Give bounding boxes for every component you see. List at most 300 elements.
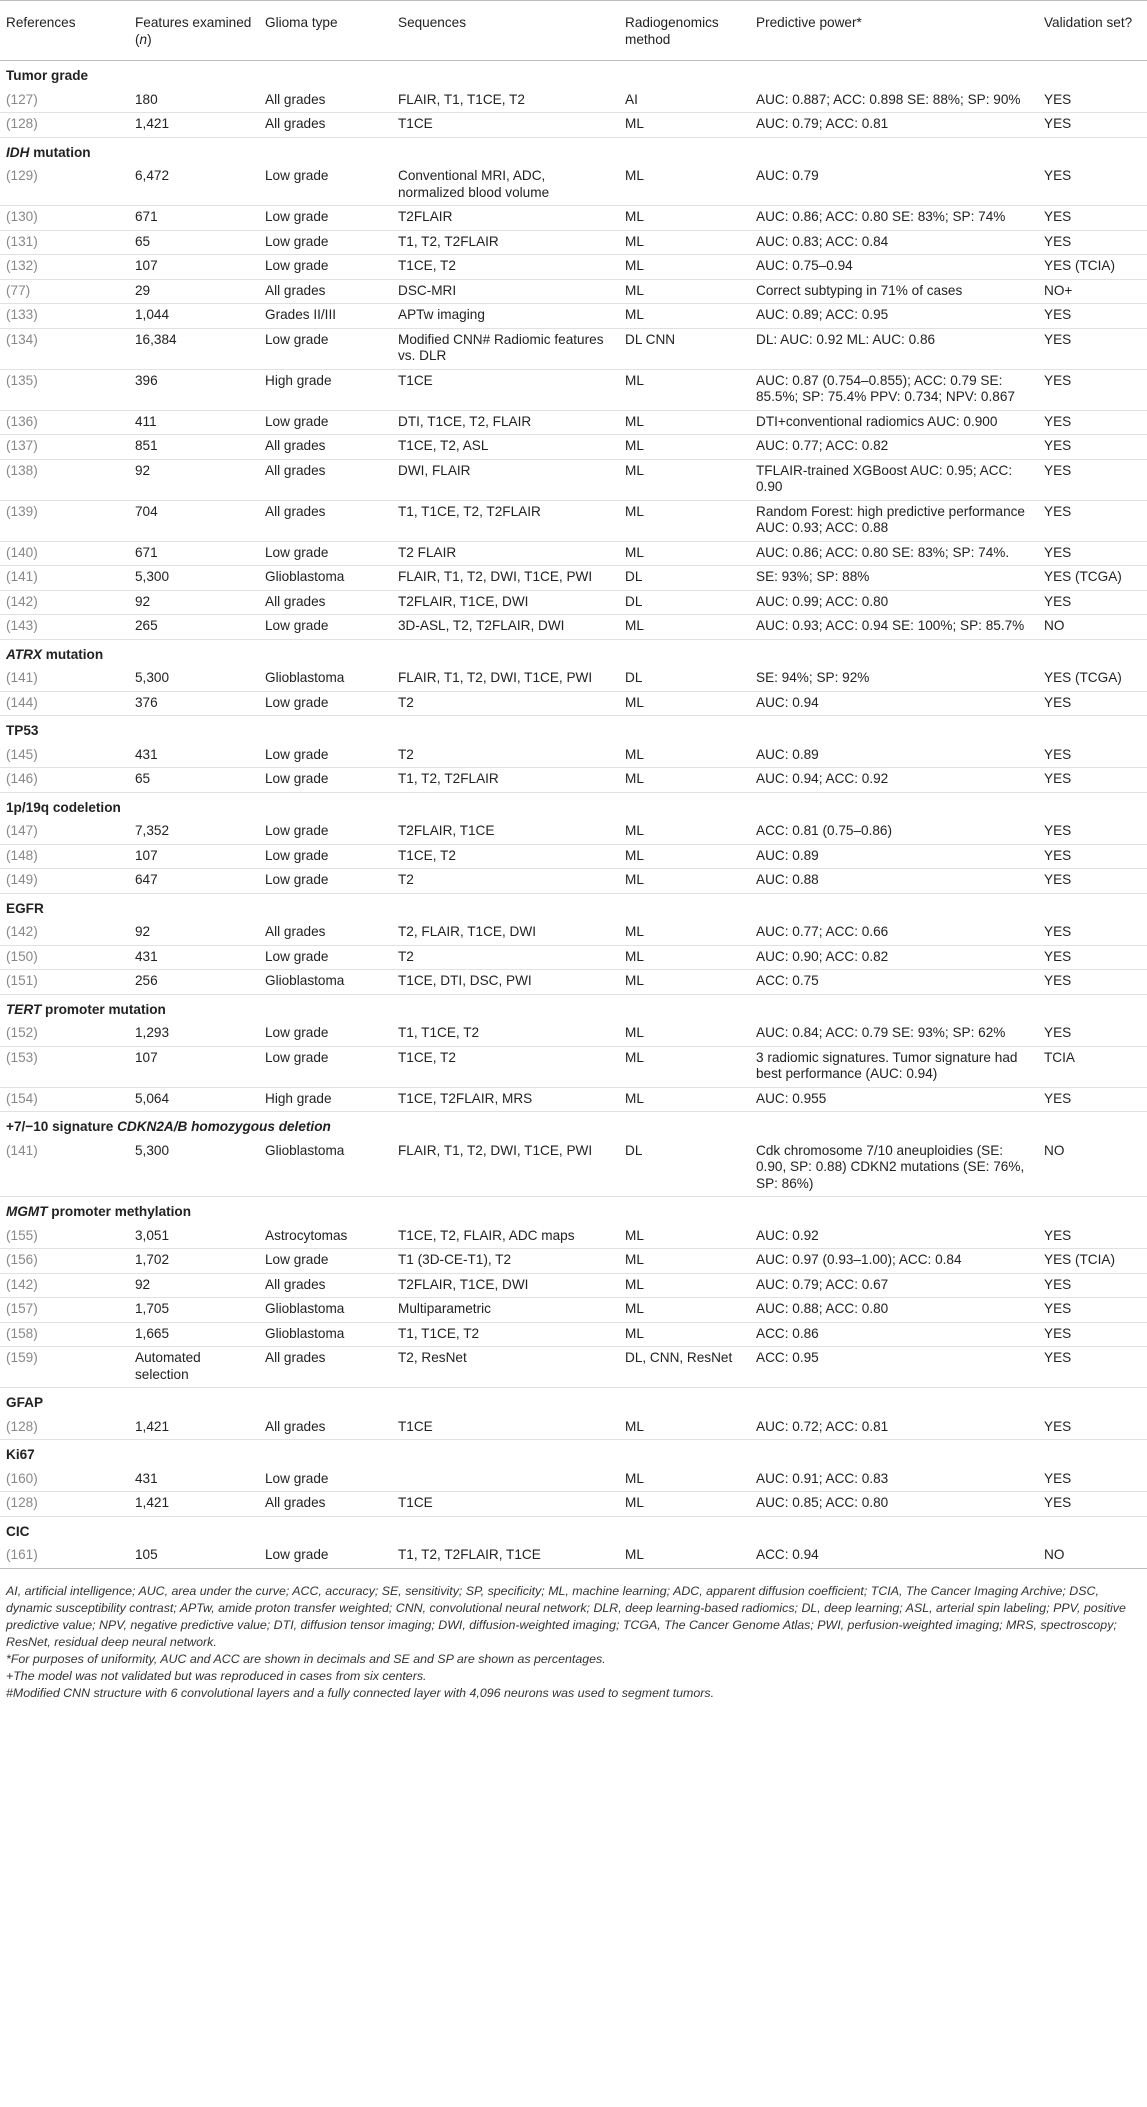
col-features-cell: 1,665 (129, 1322, 259, 1347)
reference-link[interactable]: (145) (0, 744, 129, 768)
footnote: AI, artificial intelligence; AUC, area under the curve; ACC, accuracy; SE, sensitivity; SP, specificity; ML, machine learning; ADC, apparent diffusion coefficient; TCIA, The Cancer Imaging Archive; DSC, dynamic susceptibility contrast; APTw, amide proton transfer weighted; CNN, convolutional neural network; DLR, deep learning-based radiomics; DL, deep learning; ASL, arterial spin labeling; PPV, positive predictive value; NPV, negative predictive value; DTI, diffusion tensor imaging; DWI, diffusion-weighted imaging; TCGA, The Cancer Genome Atlas; PWI, perfusion-weighted imaging; MRS, spectroscopy; ResNet, residual deep neural network. (6, 1583, 1126, 1649)
col-features-cell: 647 (129, 869, 259, 894)
col-sequences-cell: T2FLAIR, T1CE (392, 820, 619, 844)
section-title: TERT promoter mutation (6, 1001, 166, 1017)
col-features-cell: 5,300 (129, 667, 259, 691)
col-validation-cell: YES (1038, 1022, 1147, 1046)
table-row (0, 89, 1147, 113)
col-predictive-power-cell: AUC: 0.93; ACC: 0.94 SE: 100%; SP: 85.7% (750, 615, 1038, 640)
reference-link[interactable]: (142) (0, 1273, 129, 1298)
col-method-cell: ML (619, 230, 750, 255)
col-validation-cell: YES (1038, 691, 1147, 716)
col-sequences-cell: T2 (392, 691, 619, 716)
table-row (0, 667, 1147, 691)
col-validation-cell: YES (1038, 541, 1147, 566)
table-row (0, 1416, 1147, 1440)
col-sequences-cell: T1, T1CE, T2 (392, 1322, 619, 1347)
reference-link[interactable]: (149) (0, 869, 129, 894)
table-row (0, 369, 1147, 410)
col-validation-cell: NO (1038, 1140, 1147, 1197)
col-features-cell: 851 (129, 435, 259, 460)
col-method-cell: ML (619, 113, 750, 138)
col-method-cell: ML (619, 1249, 750, 1274)
col-sequences-cell: DSC-MRI (392, 279, 619, 304)
col-validation-cell: YES (1038, 165, 1147, 206)
reference-link[interactable]: (138) (0, 459, 129, 500)
section-row (0, 893, 1147, 921)
reference-link[interactable]: (156) (0, 1249, 129, 1274)
col-features-cell: 29 (129, 279, 259, 304)
col-features-cell: 107 (129, 844, 259, 869)
col-predictive-power-cell: AUC: 0.85; ACC: 0.80 (750, 1492, 1038, 1517)
col-method-header: Radiogenomics method (619, 1, 750, 61)
col-method-cell: ML (619, 206, 750, 231)
table-row (0, 820, 1147, 844)
section-title: EGFR (6, 900, 44, 916)
table-row (0, 1249, 1147, 1274)
table-row (0, 206, 1147, 231)
table-row (0, 615, 1147, 640)
col-method-cell: ML (619, 820, 750, 844)
section-row (0, 1440, 1147, 1468)
col-features-cell: 1,293 (129, 1022, 259, 1046)
col-predictive-power-cell: AUC: 0.89 (750, 844, 1038, 869)
col-validation-cell: YES (1038, 1087, 1147, 1112)
reference-link[interactable]: (155) (0, 1225, 129, 1249)
col-sequences-cell: T1, T1CE, T2 (392, 1022, 619, 1046)
col-features-cell: 671 (129, 541, 259, 566)
col-validation-cell: YES (TCGA) (1038, 667, 1147, 691)
reference-link[interactable]: (129) (0, 165, 129, 206)
table-row (0, 500, 1147, 541)
reference-link[interactable]: (158) (0, 1322, 129, 1347)
col-glioma-type-cell: Low grade (259, 691, 392, 716)
col-predictive-power-cell: AUC: 0.955 (750, 1087, 1038, 1112)
col-predictive-power-cell: ACC: 0.75 (750, 970, 1038, 995)
col-predictive-power-cell: AUC: 0.90; ACC: 0.82 (750, 945, 1038, 970)
section-title: 1p/19q codeletion (6, 799, 121, 815)
col-glioma-type-cell: All grades (259, 500, 392, 541)
col-validation-cell: YES (1038, 970, 1147, 995)
reference-link[interactable]: (135) (0, 369, 129, 410)
col-sequences-cell: Conventional MRI, ADC, normalized blood volume (392, 165, 619, 206)
col-glioma-type-cell: Low grade (259, 541, 392, 566)
col-validation-cell: YES (1038, 1322, 1147, 1347)
col-glioma-type-cell: Low grade (259, 820, 392, 844)
col-sequences-cell: Multiparametric (392, 1298, 619, 1323)
col-predictive-power-cell: SE: 93%; SP: 88% (750, 566, 1038, 591)
col-glioma-type-cell: Low grade (259, 744, 392, 768)
col-sequences-cell: T1CE, T2, ASL (392, 435, 619, 460)
col-glioma-type-cell: Low grade (259, 230, 392, 255)
col-sequences-cell: T1CE (392, 1492, 619, 1517)
col-predictive-power-cell: AUC: 0.86; ACC: 0.80 SE: 83%; SP: 74%. (750, 541, 1038, 566)
col-sequences-cell: T1 (3D-CE-T1), T2 (392, 1249, 619, 1274)
col-sequences-cell: T2, ResNet (392, 1347, 619, 1388)
col-glioma-type-cell: Low grade (259, 1046, 392, 1087)
col-method-cell: ML (619, 1544, 750, 1568)
col-validation-cell: YES (1038, 328, 1147, 369)
col-validation-cell: YES (TCIA) (1038, 255, 1147, 280)
section-row (0, 639, 1147, 667)
col-sequences-cell: T1, T2, T2FLAIR (392, 768, 619, 793)
col-sequences-cell: T2 (392, 945, 619, 970)
col-sequences-cell: FLAIR, T1, T2, DWI, T1CE, PWI (392, 1140, 619, 1197)
col-features-cell: 92 (129, 590, 259, 615)
col-predictive-power-cell: AUC: 0.72; ACC: 0.81 (750, 1416, 1038, 1440)
col-glioma-type-cell: Low grade (259, 768, 392, 793)
section-row (0, 716, 1147, 744)
reference-link[interactable]: (154) (0, 1087, 129, 1112)
col-features-cell: 65 (129, 768, 259, 793)
col-method-cell: ML (619, 1416, 750, 1440)
col-predictive-power-cell: ACC: 0.94 (750, 1544, 1038, 1568)
col-glioma-type-cell: Low grade (259, 255, 392, 280)
reference-link[interactable]: (141) (0, 1140, 129, 1197)
col-validation-cell: YES (1038, 1468, 1147, 1492)
col-glioma-type-cell: Glioblastoma (259, 1322, 392, 1347)
col-features-cell: 3,051 (129, 1225, 259, 1249)
col-method-cell: ML (619, 1225, 750, 1249)
col-method-cell: DL (619, 1140, 750, 1197)
reference-link[interactable]: (153) (0, 1046, 129, 1087)
col-validation-cell: YES (1038, 744, 1147, 768)
col-sequences-cell (392, 1468, 619, 1492)
section-row (0, 1197, 1147, 1225)
col-predictive-power-cell: AUC: 0.88 (750, 869, 1038, 894)
section-row (0, 61, 1147, 89)
reference-link[interactable]: (128) (0, 1492, 129, 1517)
col-features-cell: 105 (129, 1544, 259, 1568)
col-validation-cell: NO+ (1038, 279, 1147, 304)
col-glioma-type-cell: All grades (259, 1273, 392, 1298)
table-row (0, 459, 1147, 500)
col-validation-header: Validation set? (1038, 1, 1147, 61)
col-sequences-cell: T2, FLAIR, T1CE, DWI (392, 921, 619, 945)
col-glioma-type-cell: Low grade (259, 945, 392, 970)
table-row (0, 768, 1147, 793)
col-validation-cell: YES (1038, 230, 1147, 255)
reference-link[interactable]: (142) (0, 921, 129, 945)
col-method-cell: ML (619, 1087, 750, 1112)
table-row (0, 255, 1147, 280)
col-glioma-type-cell: Glioblastoma (259, 667, 392, 691)
col-sequences-header: Sequences (392, 1, 619, 61)
table-row (0, 541, 1147, 566)
col-predictive-power-cell: SE: 94%; SP: 92% (750, 667, 1038, 691)
table-row (0, 1298, 1147, 1323)
section-row (0, 1112, 1147, 1140)
reference-link[interactable]: (139) (0, 500, 129, 541)
col-method-cell: ML (619, 1022, 750, 1046)
section-title: +7/−10 signature CDKN2A/B homozygous deletion (6, 1119, 331, 1134)
col-sequences-cell: FLAIR, T1, T1CE, T2 (392, 89, 619, 113)
table-row (0, 1544, 1147, 1568)
col-validation-cell: YES (1038, 113, 1147, 138)
col-validation-cell: YES (1038, 820, 1147, 844)
col-glioma-type-header: Glioma type (259, 1, 392, 61)
col-method-cell: ML (619, 1046, 750, 1087)
col-glioma-type-cell: All grades (259, 113, 392, 138)
col-sequences-cell: 3D-ASL, T2, T2FLAIR, DWI (392, 615, 619, 640)
col-validation-cell: YES (TCGA) (1038, 566, 1147, 591)
col-features-cell: 1,421 (129, 1416, 259, 1440)
col-method-cell: ML (619, 459, 750, 500)
col-method-cell: ML (619, 869, 750, 894)
reference-link[interactable]: (77) (0, 279, 129, 304)
col-glioma-type-cell: Low grade (259, 1544, 392, 1568)
table-header (0, 1, 1147, 61)
table-row (0, 869, 1147, 894)
col-glioma-type-cell: Low grade (259, 328, 392, 369)
section-title: TP53 (6, 723, 39, 738)
col-glioma-type-cell: Low grade (259, 1468, 392, 1492)
table-body (0, 61, 1147, 1569)
col-validation-cell: YES (1038, 410, 1147, 435)
col-features-cell: 265 (129, 615, 259, 640)
col-sequences-cell: T1CE (392, 369, 619, 410)
reference-link[interactable]: (140) (0, 541, 129, 566)
col-method-cell: ML (619, 541, 750, 566)
reference-link[interactable]: (133) (0, 304, 129, 329)
col-sequences-cell: T1CE, T2, FLAIR, ADC maps (392, 1225, 619, 1249)
col-predictive-power-cell: AUC: 0.79; ACC: 0.67 (750, 1273, 1038, 1298)
col-predictive-power-cell: Random Forest: high predictive performance AUC: 0.93; ACC: 0.88 (750, 500, 1038, 541)
footnote: #Modified CNN structure with 6 convolutional layers and a fully connected layer with 4,096 neurons was used to segment tumors. (6, 1685, 715, 1700)
col-sequences-cell: T1, T2, T2FLAIR (392, 230, 619, 255)
reference-link[interactable]: (157) (0, 1298, 129, 1323)
table-row (0, 844, 1147, 869)
col-features-cell: 431 (129, 945, 259, 970)
reference-link[interactable]: (143) (0, 615, 129, 640)
col-features-cell: 16,384 (129, 328, 259, 369)
col-method-cell: DL CNN (619, 328, 750, 369)
col-glioma-type-cell: Low grade (259, 844, 392, 869)
col-references-header: References (0, 1, 129, 61)
reference-link[interactable]: (137) (0, 435, 129, 460)
col-glioma-type-cell: All grades (259, 89, 392, 113)
reference-link[interactable]: (134) (0, 328, 129, 369)
col-features-cell: 107 (129, 255, 259, 280)
col-glioma-type-cell: All grades (259, 279, 392, 304)
col-validation-cell: YES (1038, 1347, 1147, 1388)
col-validation-cell: YES (1038, 304, 1147, 329)
col-predictive-power-cell: AUC: 0.887; ACC: 0.898 SE: 88%; SP: 90% (750, 89, 1038, 113)
col-validation-cell: YES (1038, 500, 1147, 541)
col-predictive-power-cell: AUC: 0.75–0.94 (750, 255, 1038, 280)
reference-link[interactable]: (160) (0, 1468, 129, 1492)
col-method-cell: ML (619, 945, 750, 970)
footnote: *For purposes of uniformity, AUC and ACC are shown in decimals and SE and SP are shown as percentages. (6, 1651, 606, 1666)
col-predictive-power-cell: AUC: 0.84; ACC: 0.79 SE: 93%; SP: 62% (750, 1022, 1038, 1046)
col-glioma-type-cell: Glioblastoma (259, 970, 392, 995)
col-sequences-cell: APTw imaging (392, 304, 619, 329)
col-sequences-cell: T1CE, T2FLAIR, MRS (392, 1087, 619, 1112)
col-method-cell: ML (619, 1298, 750, 1323)
col-method-cell: ML (619, 369, 750, 410)
col-method-cell: ML (619, 500, 750, 541)
col-sequences-cell: T1, T2, T2FLAIR, T1CE (392, 1544, 619, 1568)
col-method-cell: DL, CNN, ResNet (619, 1347, 750, 1388)
col-predictive-power-cell: TFLAIR-trained XGBoost AUC: 0.95; ACC: 0.90 (750, 459, 1038, 500)
table-row (0, 945, 1147, 970)
reference-link[interactable]: (144) (0, 691, 129, 716)
col-glioma-type-cell: Low grade (259, 1249, 392, 1274)
col-sequences-cell: T2 (392, 744, 619, 768)
col-glioma-type-cell: All grades (259, 590, 392, 615)
reference-link[interactable]: (131) (0, 230, 129, 255)
reference-link[interactable]: (146) (0, 768, 129, 793)
col-features-cell: 5,064 (129, 1087, 259, 1112)
reference-link[interactable]: (151) (0, 970, 129, 995)
col-predictive-power-cell: AUC: 0.88; ACC: 0.80 (750, 1298, 1038, 1323)
footnote: +The model was not validated but was reproduced in cases from six centers. (6, 1668, 427, 1683)
table-row (0, 691, 1147, 716)
section-row (0, 1516, 1147, 1544)
col-validation-cell: YES (1038, 869, 1147, 894)
table-row (0, 590, 1147, 615)
col-features-cell: 1,421 (129, 113, 259, 138)
reference-link[interactable]: (136) (0, 410, 129, 435)
col-features-cell: Automated selection (129, 1347, 259, 1388)
col-method-cell: ML (619, 410, 750, 435)
col-glioma-type-cell: High grade (259, 369, 392, 410)
col-validation-cell: YES (1038, 844, 1147, 869)
col-method-cell: DL (619, 667, 750, 691)
col-predictive-power-cell: AUC: 0.79 (750, 165, 1038, 206)
reference-link[interactable]: (148) (0, 844, 129, 869)
col-method-cell: ML (619, 744, 750, 768)
col-predictive-power-cell: DTI+conventional radiomics AUC: 0.900 (750, 410, 1038, 435)
reference-link[interactable]: (152) (0, 1022, 129, 1046)
section-row (0, 1388, 1147, 1416)
col-predictive-power-cell: AUC: 0.94 (750, 691, 1038, 716)
table-row (0, 410, 1147, 435)
col-method-cell: ML (619, 279, 750, 304)
col-predictive-power-cell: AUC: 0.89 (750, 744, 1038, 768)
col-validation-cell: NO (1038, 1544, 1147, 1568)
reference-link[interactable]: (128) (0, 113, 129, 138)
col-validation-cell: YES (1038, 1298, 1147, 1323)
col-predictive-power-cell: AUC: 0.91; ACC: 0.83 (750, 1468, 1038, 1492)
section-row (0, 994, 1147, 1022)
col-method-cell: ML (619, 435, 750, 460)
col-predictive-power-cell: AUC: 0.79; ACC: 0.81 (750, 113, 1038, 138)
col-predictive-power-cell: AUC: 0.99; ACC: 0.80 (750, 590, 1038, 615)
col-features-cell: 256 (129, 970, 259, 995)
col-predictive-power-cell: ACC: 0.95 (750, 1347, 1038, 1388)
col-glioma-type-cell: Astrocytomas (259, 1225, 392, 1249)
col-predictive-power-cell: DL: AUC: 0.92 ML: AUC: 0.86 (750, 328, 1038, 369)
reference-link[interactable]: (128) (0, 1416, 129, 1440)
col-glioma-type-cell: Low grade (259, 615, 392, 640)
reference-link[interactable]: (161) (0, 1544, 129, 1568)
col-method-cell: ML (619, 1322, 750, 1347)
col-sequences-cell: T2 (392, 869, 619, 894)
col-features-cell: 1,044 (129, 304, 259, 329)
table-row (0, 1046, 1147, 1087)
col-glioma-type-cell: Low grade (259, 165, 392, 206)
reference-link[interactable]: (147) (0, 820, 129, 844)
col-features-cell: 1,421 (129, 1492, 259, 1517)
table-row (0, 328, 1147, 369)
col-predictive-power-cell: AUC: 0.83; ACC: 0.84 (750, 230, 1038, 255)
col-method-cell: DL (619, 590, 750, 615)
col-predictive-power-cell: AUC: 0.92 (750, 1225, 1038, 1249)
col-features-header: Features examined (n) (129, 1, 259, 61)
col-sequences-cell: T1CE (392, 1416, 619, 1440)
col-predictive-power-cell: AUC: 0.87 (0.754–0.855); ACC: 0.79 SE: 85.5%; SP: 75.4% PPV: 0.734; NPV: 0.867 (750, 369, 1038, 410)
col-features-cell: 65 (129, 230, 259, 255)
col-features-cell: 107 (129, 1046, 259, 1087)
col-predictive-power-cell: AUC: 0.89; ACC: 0.95 (750, 304, 1038, 329)
col-glioma-type-cell: Grades II/III (259, 304, 392, 329)
col-features-cell: 411 (129, 410, 259, 435)
col-method-cell: ML (619, 844, 750, 869)
col-predictive-power-cell: ACC: 0.86 (750, 1322, 1038, 1347)
section-title: ATRX mutation (6, 646, 104, 662)
col-predictive-power-cell: AUC: 0.77; ACC: 0.82 (750, 435, 1038, 460)
col-method-cell: AI (619, 89, 750, 113)
col-sequences-cell: T1CE, T2 (392, 844, 619, 869)
col-glioma-type-cell: Low grade (259, 1022, 392, 1046)
section-title: Ki67 (6, 1447, 35, 1462)
col-method-cell: ML (619, 970, 750, 995)
col-method-cell: ML (619, 165, 750, 206)
reference-link[interactable]: (127) (0, 89, 129, 113)
table-row (0, 1468, 1147, 1492)
table-row (0, 921, 1147, 945)
table-row (0, 165, 1147, 206)
col-features-cell: 180 (129, 89, 259, 113)
reference-link[interactable]: (132) (0, 255, 129, 280)
col-sequences-cell: DWI, FLAIR (392, 459, 619, 500)
col-predictive-power-cell: Cdk chromosome 7/10 aneuploidies (SE: 0.90, SP: 0.88) CDKN2 mutations (SE: 76%, SP: 86%) (750, 1140, 1038, 1197)
col-features-cell: 7,352 (129, 820, 259, 844)
col-sequences-cell: T1, T1CE, T2, T2FLAIR (392, 500, 619, 541)
col-glioma-type-cell: All grades (259, 1347, 392, 1388)
col-glioma-type-cell: All grades (259, 1416, 392, 1440)
reference-link[interactable]: (130) (0, 206, 129, 231)
col-features-cell: 92 (129, 921, 259, 945)
col-glioma-type-cell: Glioblastoma (259, 566, 392, 591)
col-method-cell: ML (619, 1468, 750, 1492)
col-predictive-power-cell: AUC: 0.97 (0.93–1.00); ACC: 0.84 (750, 1249, 1038, 1274)
reference-link[interactable]: (159) (0, 1347, 129, 1388)
table-row (0, 435, 1147, 460)
section-row (0, 792, 1147, 820)
col-validation-cell: YES (1038, 1492, 1147, 1517)
col-validation-cell: YES (1038, 369, 1147, 410)
col-method-cell: ML (619, 1273, 750, 1298)
table-row (0, 1022, 1147, 1046)
col-predictive-power-cell: Correct subtyping in 71% of cases (750, 279, 1038, 304)
reference-link[interactable]: (142) (0, 590, 129, 615)
col-predictive-power-cell: AUC: 0.77; ACC: 0.66 (750, 921, 1038, 945)
col-glioma-type-cell: Low grade (259, 410, 392, 435)
col-sequences-cell: Modified CNN# Radiomic features vs. DLR (392, 328, 619, 369)
col-features-cell: 431 (129, 1468, 259, 1492)
col-validation-cell: YES (1038, 1225, 1147, 1249)
col-glioma-type-cell: Glioblastoma (259, 1298, 392, 1323)
reference-link[interactable]: (141) (0, 667, 129, 691)
reference-link[interactable]: (141) (0, 566, 129, 591)
col-validation-cell: YES (1038, 459, 1147, 500)
section-title: Tumor grade (6, 68, 89, 83)
col-glioma-type-cell: All grades (259, 1492, 392, 1517)
col-features-cell: 704 (129, 500, 259, 541)
reference-link[interactable]: (150) (0, 945, 129, 970)
